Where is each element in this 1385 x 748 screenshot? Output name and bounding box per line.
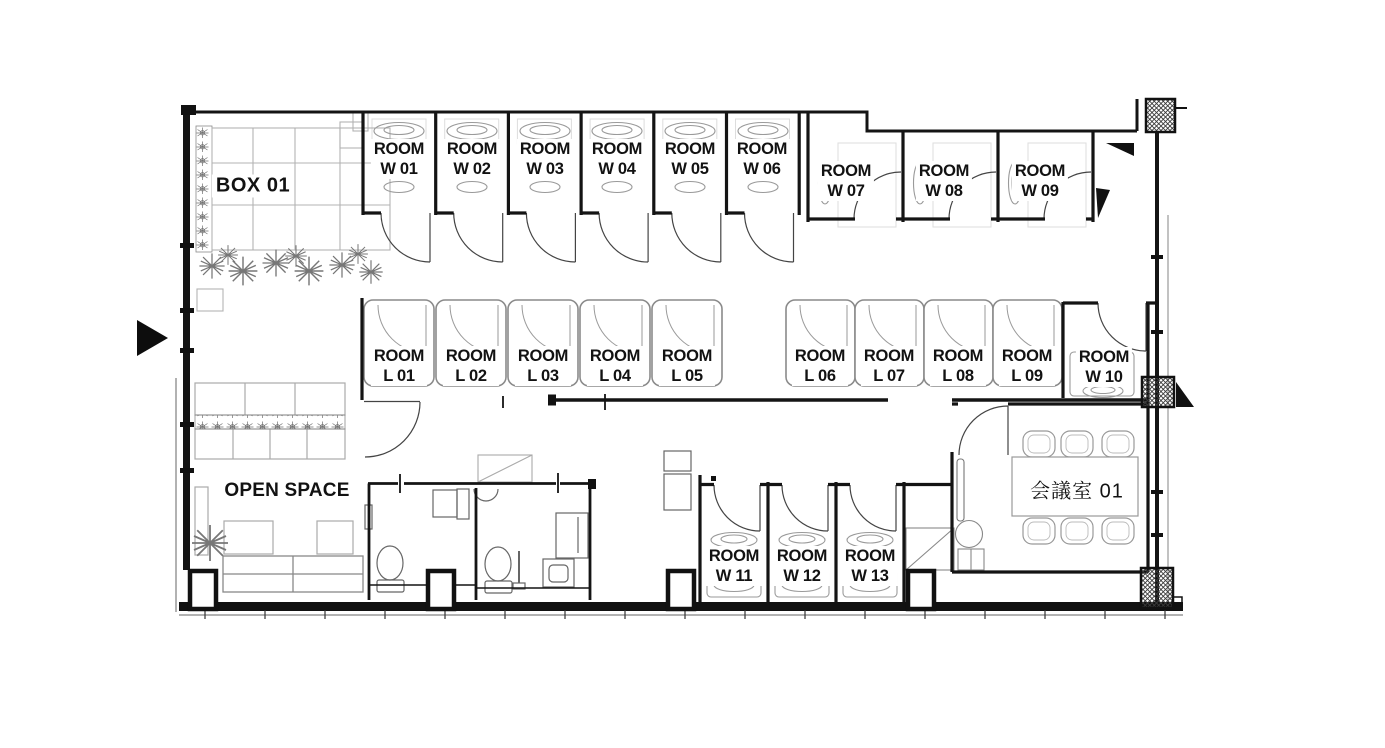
wall-cap — [588, 479, 596, 489]
room-word: ROOM — [736, 140, 788, 158]
room-label-w-11 — [706, 546, 762, 586]
box01-desks — [196, 112, 390, 311]
room-word: ROOM — [664, 140, 716, 158]
room-number: L 01 — [383, 367, 415, 385]
room-number: L 02 — [455, 367, 487, 385]
room-number: L 09 — [1011, 367, 1043, 385]
room-word: ROOM — [1078, 348, 1130, 366]
room-word: ROOM — [589, 347, 641, 365]
room-number: W 03 — [526, 160, 564, 178]
room-label-w-09 — [1012, 161, 1068, 201]
room-number: W 12 — [783, 567, 821, 585]
room-label-w-07 — [818, 161, 874, 201]
room-number: W 08 — [925, 182, 963, 200]
room-number: W 07 — [827, 182, 865, 200]
room-word: ROOM — [820, 162, 872, 180]
room-word: ROOM — [373, 140, 425, 158]
room-label-l-04 — [587, 346, 643, 386]
room-number: L 03 — [527, 367, 559, 385]
wall-node — [711, 476, 716, 481]
area-label-box-01: BOX 01 — [212, 175, 294, 198]
room-label-w-12 — [774, 546, 830, 586]
room-label-w-05 — [662, 139, 718, 179]
room-label-l-09 — [999, 346, 1055, 386]
room-label-l-03 — [515, 346, 571, 386]
room-number: W 01 — [380, 160, 418, 178]
room-number: W 04 — [598, 160, 636, 178]
room-label-l-06 — [792, 346, 848, 386]
room-label-l-05 — [659, 346, 715, 386]
room-number: W 13 — [851, 567, 889, 585]
room-word: ROOM — [446, 140, 498, 158]
restroom-fixtures — [365, 451, 691, 593]
room-label-w-03 — [517, 139, 573, 179]
room-number: W 02 — [453, 160, 491, 178]
room-word: ROOM — [863, 347, 915, 365]
room-number: L 04 — [599, 367, 631, 385]
room-label-w-02 — [444, 139, 500, 179]
room-word: ROOM — [591, 140, 643, 158]
area-label-open-space: OPEN SPACE — [220, 480, 353, 502]
room-label-w-10 — [1076, 347, 1132, 387]
room-word: ROOM — [918, 162, 970, 180]
open-space-furniture — [195, 383, 353, 555]
room-word: ROOM — [445, 347, 497, 365]
room-label-w-01 — [371, 139, 427, 179]
room-label-l-07 — [861, 346, 917, 386]
room-word: ROOM — [794, 347, 846, 365]
room-word: ROOM — [776, 547, 828, 565]
room-word: ROOM — [517, 347, 569, 365]
room-word: ROOM — [708, 547, 760, 565]
room-number: W 05 — [671, 160, 709, 178]
room-word: ROOM — [1014, 162, 1066, 180]
room-number: L 08 — [942, 367, 974, 385]
room-label-w-04 — [589, 139, 645, 179]
room-word: ROOM — [519, 140, 571, 158]
area-label-meeting-room: 会議室 01 — [1026, 475, 1128, 504]
wall-cap — [548, 395, 556, 406]
room-word: ROOM — [844, 547, 896, 565]
room-number: L 07 — [873, 367, 905, 385]
room-word: ROOM — [932, 347, 984, 365]
room-label-w-08 — [916, 161, 972, 201]
room-label-w-06 — [734, 139, 790, 179]
room-word: ROOM — [373, 347, 425, 365]
room-label-l-08 — [930, 346, 986, 386]
room-number: L 05 — [671, 367, 703, 385]
room-number: W 09 — [1021, 182, 1059, 200]
room-number: W 11 — [715, 567, 753, 585]
floor-plant — [192, 525, 228, 561]
sofa — [223, 556, 363, 592]
room-label-l-02 — [443, 346, 499, 386]
room-number: W 10 — [1085, 368, 1123, 386]
room-word: ROOM — [661, 347, 713, 365]
room-number: L 06 — [804, 367, 836, 385]
desk-planter — [195, 415, 345, 429]
room-label-l-01 — [371, 346, 427, 386]
room-word: ROOM — [1001, 347, 1053, 365]
room-number: W 06 — [743, 160, 781, 178]
entrance-arrow-icon — [137, 320, 168, 356]
room-label-w-13 — [842, 546, 898, 586]
